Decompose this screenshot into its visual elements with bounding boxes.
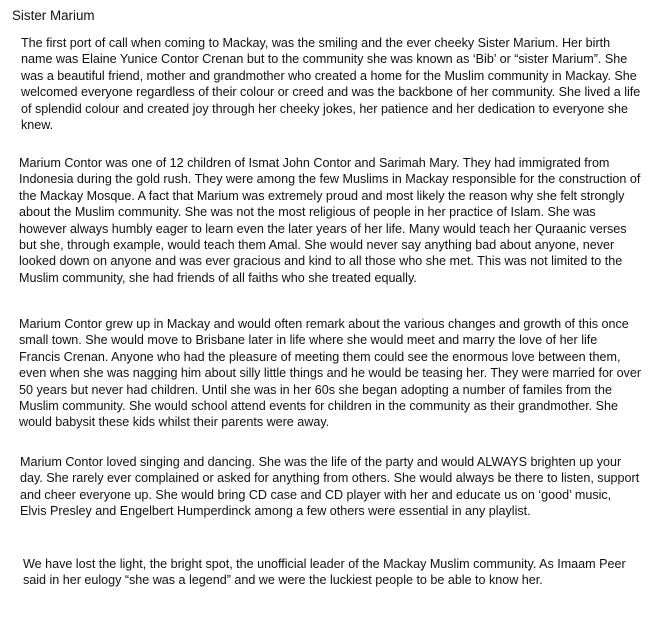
document-title: Sister Marium [12,8,95,23]
paragraph-life-and-marriage: Marium Contor grew up in Mackay and would often remark about the various changes and growth of this once small town. She would move to Brisbane later in life where she would meet and marry the love of her life Francis Crenan. Anyone who had the pleasure of meeting them could see the enormous love between them, even when she was nagging him about silly little things and he would be teasing her. They were married for over 50 years but never had children. Until she was in her 60s she began adopting a number of familes from the Muslim community. She would school attend events for children in the community as their grandmother. She would babysit these kids whilst their parents were away. [19,317,641,430]
paragraph-music-and-joy: Marium Contor loved singing and dancing. She was the life of the party and would ALWAYS brighten up your day. She rarely ever complained or asked for anything from others. She would always be there to listen, support and cheer everyone up. She would bring CD case and CD player with her and educate us on ‘good’ music, Elvis Presley and Engelbert Humperdinck among a few others were essential in any playlist. [20,455,640,519]
paragraph-introduction: The first port of call when coming to Mackay, was the smiling and the ever cheeky Sister Marium. Her birth name was Elaine Yunice Contor Crenan but to the community she was known as ‘Bib’ or “sister Marium”. She was a beautiful friend, mother and grandmother who created a home for the Muslim community in Mackay. She welcomed everyone regardless of their colour or creed and was the backbone of her community. She lived a life of splendid colour and created joy through her cheeky jokes, her patience and her dedication to everyone she knew. [21,36,641,133]
paragraph-family-background: Marium Contor was one of 12 children of Ismat John Contor and Sarimah Mary. They had immigrated from Indonesia during the gold rush. They were among the few Muslims in Mackay responsible for the construction of the Mackay Mosque. A fact that Marium was extremely proud and most likely the reason why she felt strongly about the Muslim community. She was not the most religious of people in her practice of Islam. She was however always humbly eager to learn even the later years of her life. Many would teach her Quraanic verses but she, through example, would teach them Amal. She would never say anything bad about anyone, never looked down on anyone and was ever gracious and kind to all those who she met. This was not limited to the Muslim community, she had friends of all faiths who she treated equally. [19,156,641,285]
paragraph-closing-tribute: We have lost the light, the bright spot, the unofficial leader of the Mackay Muslim community. As Imaam Peer said in her eulogy “she was a legend” and we were the luckiest people to be able to know her. [23,557,626,588]
